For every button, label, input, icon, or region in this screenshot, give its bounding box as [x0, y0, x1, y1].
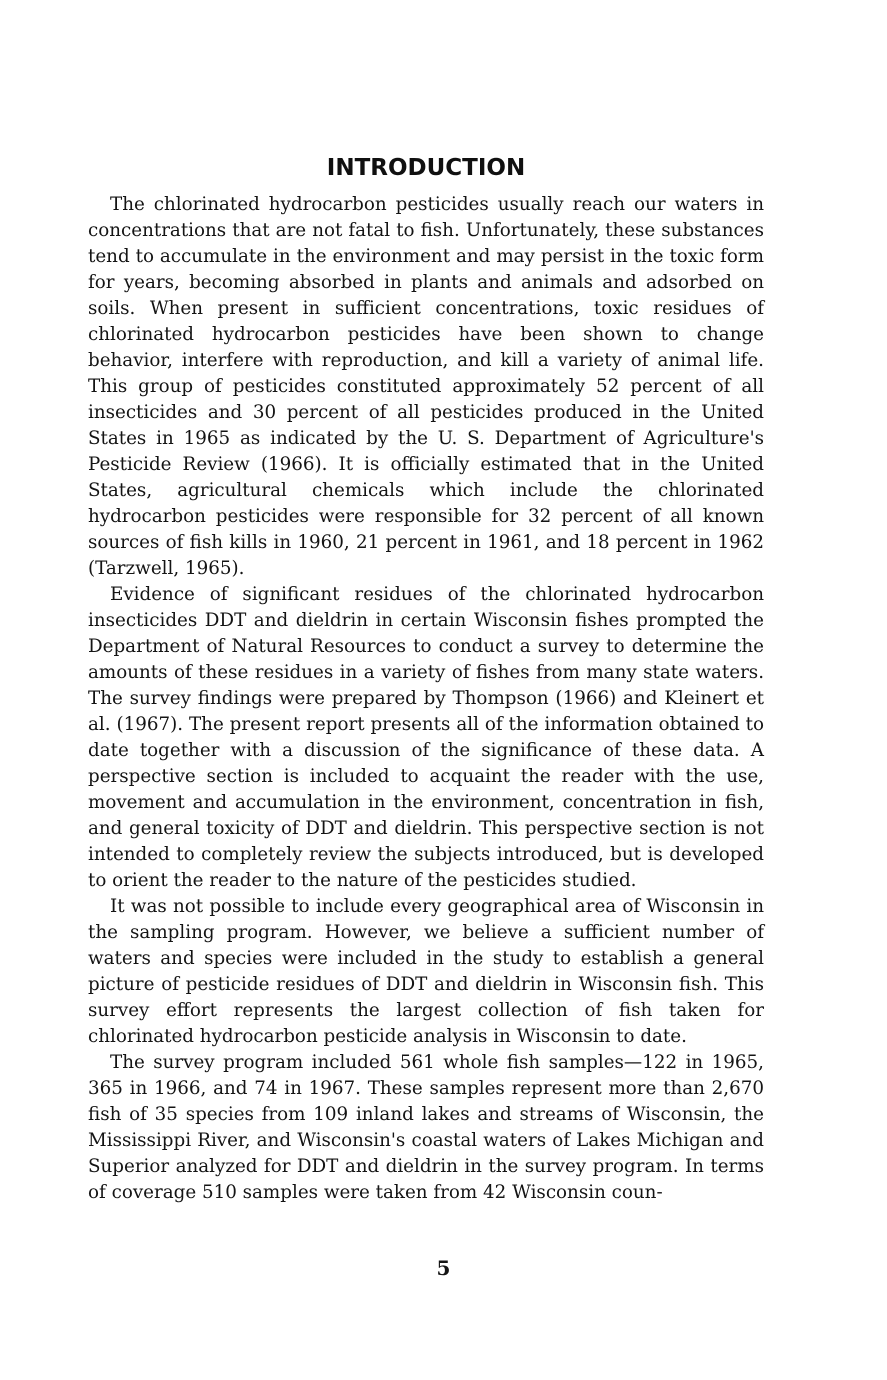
paragraph-3: It was not possible to include every geographical area of Wisconsin in the sampling program. However, we believe a sufficient number of waters and species were included in the study to establish a general picture of pesticide residues of DDT and dieldrin in Wisconsin fish. This survey effort represents the largest collection of fish taken for chlorinated hydrocarbon pesticide analysis in Wisconsin to date.: [88, 896, 764, 1047]
paragraph-4: The survey program included 561 whole fish samples—122 in 1965, 365 in 1966, and 74 in 1967. These samples represent more than 2,670 fish of 35 species from 109 inland lakes and streams of Wisconsin, the Mississippi River, and Wisconsin's coastal waters of Lakes Michigan and Superior analyzed for DDT and dieldrin in the survey program. In terms of coverage 510 samples were taken from 42 Wisconsin coun-: [88, 1052, 764, 1203]
paragraph-2: Evidence of significant residues of the chlorinated hydrocarbon insecticides DDT and dieldrin in certain Wisconsin fishes prompted the Department of Natural Resources to conduct a survey to determine the amounts of these residues in a variety of fishes from many state waters. The survey findings were prepared by Thompson (1966) and Kleinert et al. (1967). The present report presents all of the information obtained to date together with a discussion of the significance of these data. A perspective section is included to acquaint the reader with the use, movement and accumulation in the environment, concentration in fish, and general toxicity of DDT and dieldrin. This perspective section is not intended to completely review the subjects introduced, but is developed to orient the reader to the nature of the pesticides studied.: [88, 584, 764, 891]
section-heading: INTRODUCTION: [326, 155, 526, 181]
page-body: [88, 150, 764, 1206]
page-number: 5: [436, 1256, 451, 1280]
paragraph-1: The chlorinated hydrocarbon pesticides usually reach our waters in concentrations that are not fatal to fish. Unfortunately, these substances tend to accumulate in the environment and may persist in the toxic form for years, becoming absorbed in plants and animals and adsorbed on soils. When present in sufficient concentrations, toxic residues of chlorinated hydrocarbon pesticides have been shown to change behavior, interfere with reproduction, and kill a variety of animal life. This group of pesticides constituted approximately 52 percent of all insecticides and 30 percent of all pesticides produced in the United States in 1965 as indicated by the U. S. Department of Agriculture's Pesticide Review (1966). It is officially estimated that in the United States, agricultural chemicals which include the chlorinated hydrocarbon pesticides were responsible for 32 percent of all known sources of fish kills in 1960, 21 percent in 1961, and 18 percent in 1962 (Tarzwell, 1965).: [88, 194, 764, 579]
